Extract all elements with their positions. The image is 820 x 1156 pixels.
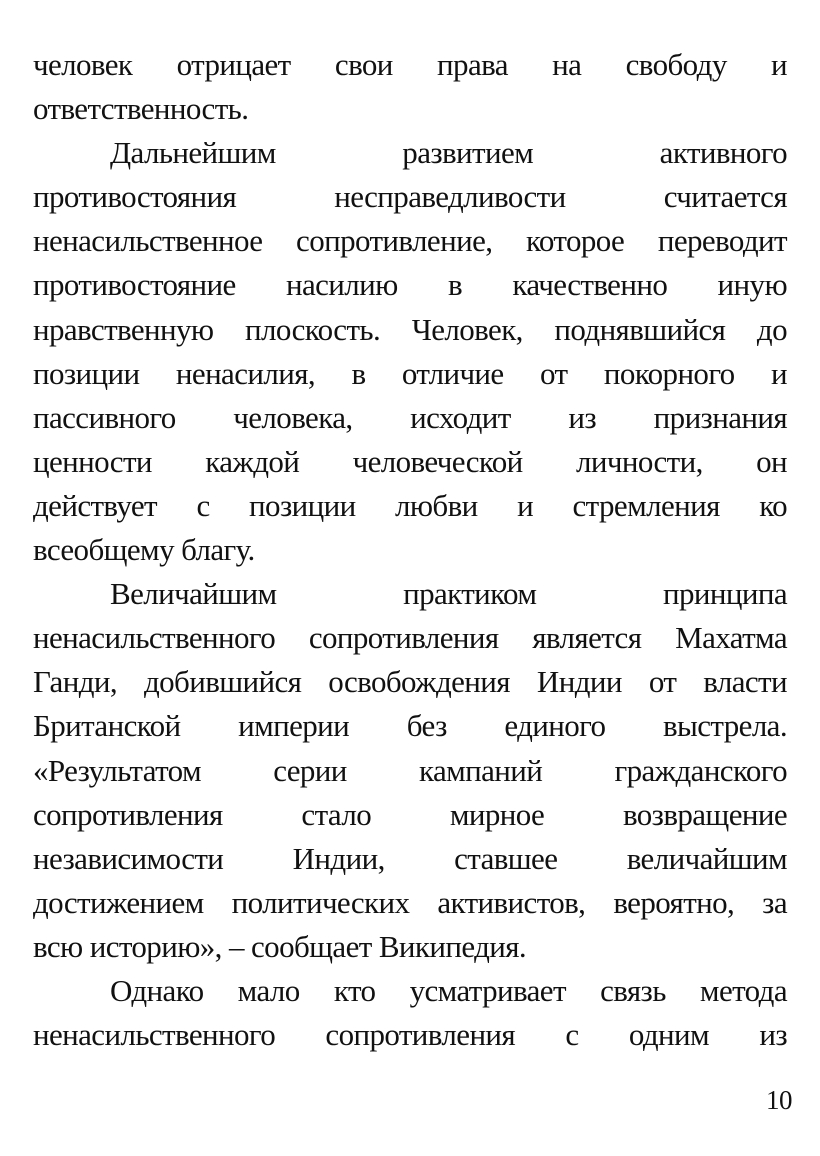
text-line: сопротивления стало мирное возвращение xyxy=(33,796,787,832)
text-line: ненасильственное сопротивление, которое переводит xyxy=(33,223,787,259)
text-line: «Результатом серии кампаний гражданского xyxy=(33,752,787,788)
paragraph xyxy=(33,131,787,572)
text-line: человек отрицает свои права на свободу и xyxy=(33,47,787,82)
text-line: противостояния несправедливости считается xyxy=(33,179,787,215)
text-line: Величайшим практиком принципа xyxy=(110,576,787,612)
text-line: нравственную плоскость. Человек, поднявшийся до xyxy=(33,311,787,347)
paragraph xyxy=(33,572,787,969)
text-line: позиции ненасилия, в отличие от покорного и xyxy=(33,355,787,391)
text-line: пассивного человека, исходит из признания xyxy=(33,399,787,435)
page-number: 10 xyxy=(766,1085,792,1115)
text-line: Однако мало кто усматривает связь метода xyxy=(110,972,787,1008)
paragraph xyxy=(33,969,787,1057)
text-line: ненасильственного сопротивления с одним из xyxy=(33,1017,787,1053)
text-line: Ганди, добившийся освобождения Индии от власти xyxy=(33,664,787,700)
text-line: ценности каждой человеческой личности, он xyxy=(33,443,787,479)
text-line: Британской империи без единого выстрела. xyxy=(33,708,787,744)
paragraph xyxy=(33,43,787,131)
text-line: всю историю», – сообщает Википедия. xyxy=(33,928,527,964)
text-line: действует с позиции любви и стремления ко xyxy=(33,487,787,523)
text-line: ненасильственного сопротивления является Махатма xyxy=(33,620,787,656)
document-page xyxy=(33,43,787,1057)
text-line: достижением политических активистов, вероятно, за xyxy=(33,884,787,920)
text-line: ответственность. xyxy=(33,91,249,127)
text-line: противостояние насилию в качественно иную xyxy=(33,267,787,303)
text-line: всеобщему благу. xyxy=(33,532,255,568)
text-line: независимости Индии, ставшее величайшим xyxy=(33,840,787,876)
text-line: Дальнейшим развитием активного xyxy=(110,135,787,171)
